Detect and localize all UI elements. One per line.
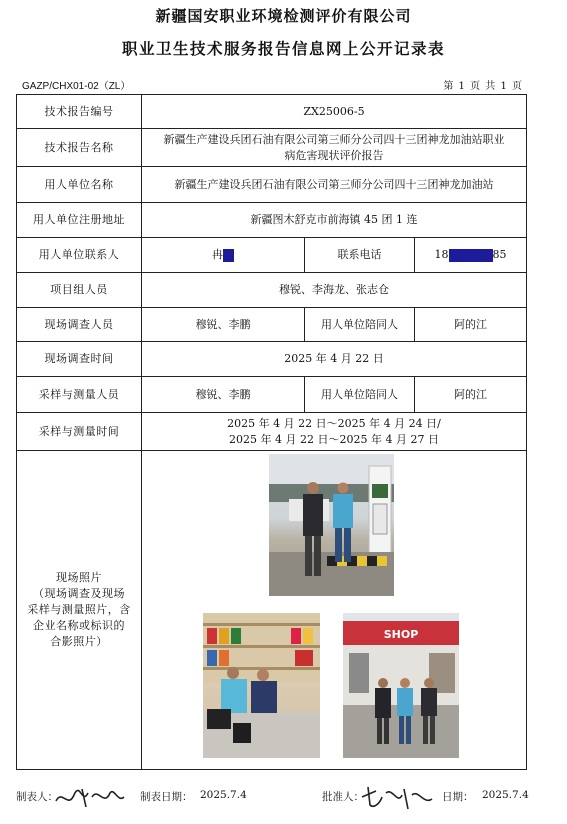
prepared-date: 2025.7.4 bbox=[200, 789, 247, 801]
label-report-name: 技术报告名称 bbox=[17, 129, 142, 167]
label-team: 项目组人员 bbox=[17, 273, 142, 308]
value-employer: 新疆生产建设兵团石油有限公司第三师分公司四十三团神龙加油站 bbox=[142, 167, 527, 203]
company-name: 新疆国安职业环境检测评价有限公司 bbox=[155, 7, 412, 25]
site-photo-group-shop bbox=[343, 613, 459, 758]
approved-by-label: 批准人： bbox=[322, 791, 364, 803]
row-survey-time bbox=[17, 342, 527, 377]
row-contact bbox=[17, 238, 527, 273]
report-name-line2: 病危害现状评价报告 bbox=[284, 148, 384, 162]
row-employer bbox=[17, 167, 527, 203]
row-address bbox=[17, 203, 527, 238]
photos-label-line2: （现场调查及现场 bbox=[33, 587, 125, 600]
label-address: 用人单位注册地址 bbox=[17, 203, 142, 238]
row-report-no bbox=[17, 95, 527, 129]
label-employer: 用人单位名称 bbox=[17, 167, 142, 203]
form-title: 职业卫生技术服务报告信息网上公开记录表 bbox=[121, 39, 445, 58]
contact-name: 冉 bbox=[212, 248, 223, 261]
photos-label-line3: 采样与测量照片，含 bbox=[27, 603, 131, 616]
phone-suffix: 85 bbox=[492, 248, 507, 261]
prepared-by-signature bbox=[52, 783, 132, 813]
approved-by-signature bbox=[358, 783, 438, 813]
photos-label-line5: 合影照片） bbox=[50, 635, 108, 648]
row-team bbox=[17, 273, 527, 308]
value-survey-escort: 阿的江 bbox=[415, 308, 527, 342]
record-table bbox=[16, 94, 527, 770]
site-photo-store-counter bbox=[203, 613, 320, 758]
page-info: 第 1 页 共 1 页 bbox=[443, 81, 523, 92]
photos-area bbox=[143, 451, 525, 769]
label-report-no: 技术报告编号 bbox=[17, 95, 142, 129]
label-survey-staff: 现场调查人员 bbox=[17, 308, 142, 342]
prepared-by-label: 制表人： bbox=[16, 791, 58, 803]
photos-label-line4: 企业名称或标识的 bbox=[33, 619, 125, 632]
label-survey-time: 现场调查时间 bbox=[17, 342, 142, 377]
value-sampling-escort: 阿的江 bbox=[415, 377, 527, 413]
label-survey-escort: 用人单位陪同人 bbox=[305, 308, 415, 342]
redaction-bar bbox=[449, 249, 493, 262]
value-team: 穆锐、李海龙、张志仓 bbox=[142, 273, 527, 308]
photos-label-line1: 现场照片 bbox=[56, 571, 102, 584]
value-survey-time: 2025 年 4 月 22 日 bbox=[142, 342, 527, 377]
value-sampling-staff: 穆锐、李鹏 bbox=[142, 377, 305, 413]
label-sampling-escort: 用人单位陪同人 bbox=[305, 377, 415, 413]
value-phone bbox=[415, 238, 527, 273]
value-address: 新疆图木舒克市前海镇 45 团 1 连 bbox=[142, 203, 527, 238]
value-survey-staff: 穆锐、李鹏 bbox=[142, 308, 305, 342]
approved-date-label: 日期： bbox=[442, 791, 474, 803]
label-phone: 联系电话 bbox=[305, 238, 415, 273]
value-report-name bbox=[142, 129, 527, 167]
row-sampling-time bbox=[17, 413, 527, 451]
label-sampling-staff: 采样与测量人员 bbox=[17, 377, 142, 413]
sampling-time-line2: 2025 年 4 月 22 日～2025 年 4 月 27 日 bbox=[229, 432, 439, 446]
prepared-date-label: 制表日期： bbox=[140, 791, 193, 803]
sampling-time-line1: 2025 年 4 月 22 日～2025 年 4 月 24 日/ bbox=[227, 416, 441, 430]
label-contact: 用人单位联系人 bbox=[17, 238, 142, 273]
value-contact bbox=[142, 238, 305, 273]
approved-date: 2025.7.4 bbox=[482, 789, 529, 801]
row-photos bbox=[17, 451, 527, 770]
site-photo-fuel-pump bbox=[269, 454, 394, 596]
form-code: GAZP/CHX01-02（ZL） bbox=[22, 81, 131, 92]
redaction-bar bbox=[223, 249, 234, 262]
row-report-name bbox=[17, 129, 527, 167]
row-survey-staff bbox=[17, 308, 527, 342]
phone-prefix: 18 bbox=[434, 248, 449, 261]
shop-sign-text: SHOP bbox=[383, 628, 419, 641]
label-photos bbox=[17, 451, 142, 770]
photos-cell bbox=[142, 451, 527, 770]
value-report-no: ZX25006-5 bbox=[142, 95, 527, 129]
label-sampling-time: 采样与测量时间 bbox=[17, 413, 142, 451]
value-sampling-time bbox=[142, 413, 527, 451]
report-name-line1: 新疆生产建设兵团石油有限公司第三师分公司四十三团神龙加油站职业 bbox=[163, 132, 505, 146]
row-sampling-staff bbox=[17, 377, 527, 413]
